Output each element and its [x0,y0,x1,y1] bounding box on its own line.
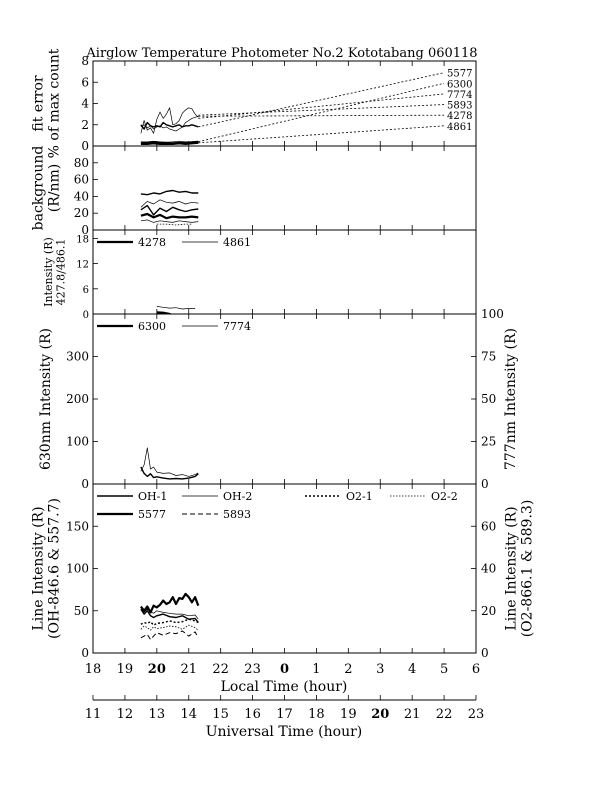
legend-label: 5893 [223,508,251,521]
y-tick-label-right: 40 [481,561,497,576]
y-tick-label: 12 [76,259,89,271]
plot-panels [30,48,535,660]
y-tick-label: 2 [81,117,89,132]
local-time-tick-label: 1 [312,662,321,677]
series-line-bg-5 [141,220,198,223]
y-tick-label: 40 [73,189,89,204]
y-tick-label-right: 0 [481,646,489,660]
leader-line [198,83,444,141]
y-axis-label-right-line: 777nm Intensity (R) [503,327,519,471]
series-group [141,448,198,479]
y-axis-label-line: Line Intensity (R) [30,506,47,631]
y-axis-label [38,328,54,470]
series-line-4861 [157,306,195,309]
y-tick-label-right: 0 [481,477,489,491]
universal-time-tick-label: 21 [403,707,421,722]
local-time-tick-label: 3 [376,662,385,677]
local-time-tick-label: 0 [279,662,290,677]
series-line-bg-6 [157,224,192,225]
y-tick-label: 6 [81,75,89,90]
y-axis-label [30,48,62,158]
leader-line [198,115,444,116]
series-line-bg-1 [141,191,198,195]
y-tick-label: 100 [66,434,89,449]
y-axis-label-right [503,328,519,470]
panel-3 [42,230,476,325]
panel-1 [30,48,476,158]
legend-label: O2-2 [431,490,458,503]
series-line-bg-2 [141,200,198,208]
leader-line [198,126,444,143]
y-tick-label: 6 [82,284,89,296]
y-tick-label-right: 75 [481,349,497,364]
local-time-tick-label: 6 [471,662,481,677]
wavelength-label: 5577 [447,68,473,80]
y-axis-label-line: (OH-846.6 & 557.7) [46,498,63,639]
y-tick-label: 0 [82,310,89,321]
series-line-5577 [141,594,198,613]
universal-time-tick-label: 18 [308,707,325,722]
universal-time-tick-label: 14 [180,707,198,722]
legend-label: 4278 [138,236,166,249]
legend-label: OH-2 [223,490,253,503]
local-time-tick-label: 19 [116,662,134,677]
y-axis-label-line: fit error [30,75,47,132]
wavelength-label: 6300 [447,79,473,91]
local-time-tick-label: 2 [344,662,353,677]
y-tick-label: 8 [81,54,89,68]
universal-time-axis-label: Universal Time (hour) [205,724,363,740]
local-time-tick-label: 18 [84,662,102,677]
series-line-7774 [141,448,198,477]
legend-label: 5577 [138,508,166,521]
y-tick-label: 0 [81,223,89,237]
y-tick-label-right: 25 [481,434,497,449]
universal-time-tick-label: 23 [467,707,485,722]
panel-frame [93,61,476,146]
y-tick-label: 20 [73,206,89,221]
y-tick-label: 0 [81,139,89,153]
universal-time-tick-label: 20 [371,707,390,722]
local-time-tick-label: 22 [212,662,229,677]
y-tick-label: 80 [73,155,89,170]
y-tick-label: 50 [73,603,89,618]
y-tick-label: 150 [66,519,89,534]
local-time-axis-label: Local Time (hour) [220,679,348,695]
universal-time-tick-label: 15 [212,707,229,722]
universal-time-tick-label: 17 [276,707,293,722]
series-line-4861 [141,143,198,144]
y-axis-label-line: (R/nm) [46,163,63,213]
chart-title: Airglow Temperature Photometer No.2 Kototabang 060118 [86,46,478,61]
legend-label: 4861 [223,236,251,249]
y-tick-label-right: 100 [481,307,504,321]
y-tick-label: 0 [81,646,89,660]
series-group [141,594,198,640]
wavelength-label: 5893 [447,100,473,112]
y-axis-label [30,498,62,639]
legend-label: 6300 [138,320,166,333]
y-axis-label-line: background [30,145,47,231]
y-tick-label: 100 [66,561,89,576]
wavelength-label: 4278 [447,111,473,123]
panel-frame [93,146,476,230]
y-tick-label-right: 60 [481,519,497,534]
local-time-tick-label: 21 [180,662,198,677]
panel-frame [93,314,476,484]
local-time-tick-label: 4 [408,662,417,677]
wavelength-label: 4861 [447,121,473,133]
y-axis-label-line: 630nm Intensity (R) [38,327,54,471]
panel-2 [30,146,476,237]
series-group [141,108,198,144]
y-tick-label-right: 20 [481,603,497,618]
series-line-bg-3 [141,206,198,215]
y-tick-label: 4 [81,96,89,111]
legend-label: O2-1 [346,490,373,503]
universal-time-tick-label: 11 [84,707,102,722]
y-tick-label: 300 [66,349,89,364]
y-axis-label [42,237,68,307]
legend-label: OH-1 [138,490,168,503]
time-axes [85,662,485,740]
y-tick-label-right: 50 [481,392,497,406]
panel-5 [30,484,535,660]
universal-time-tick-label: 13 [148,707,166,722]
y-tick-label: 200 [66,392,89,406]
y-tick-label: 18 [76,234,89,246]
series-line-5577 [141,108,198,134]
wavelength-label: 7774 [447,89,473,101]
legend-label: 7774 [223,320,251,333]
y-axis-label-line: % of max count [46,48,63,159]
y-tick-label: 0 [81,477,89,491]
y-axis-label-right [503,500,535,638]
series-line-O2-2 [141,625,198,630]
y-axis-label-right-line: Line Intensity (R) [503,506,520,631]
y-axis-label-right-line: (O2-866.1 & 589.3) [519,499,536,638]
universal-time-tick-label: 12 [116,707,134,722]
universal-time-tick-label: 22 [435,707,453,722]
local-time-tick-label: 23 [244,662,261,677]
series-line-5893 [141,631,198,640]
y-axis-label-line: 427.8/486.1 [54,238,68,306]
y-tick-label: 60 [73,172,89,187]
panel-4 [38,307,519,491]
y-axis-label-line: Intensity (R) [41,237,55,307]
local-time-tick-label: 20 [147,662,166,677]
series-group [141,191,198,226]
series-line-O2-1 [141,619,198,625]
local-time-tick-label: 5 [439,662,449,677]
universal-time-tick-label: 16 [244,707,261,722]
leader-line [198,73,444,127]
series-line-bg-4 [141,214,198,218]
series-line-6300 [141,123,198,129]
universal-time-tick-label: 19 [340,707,357,722]
